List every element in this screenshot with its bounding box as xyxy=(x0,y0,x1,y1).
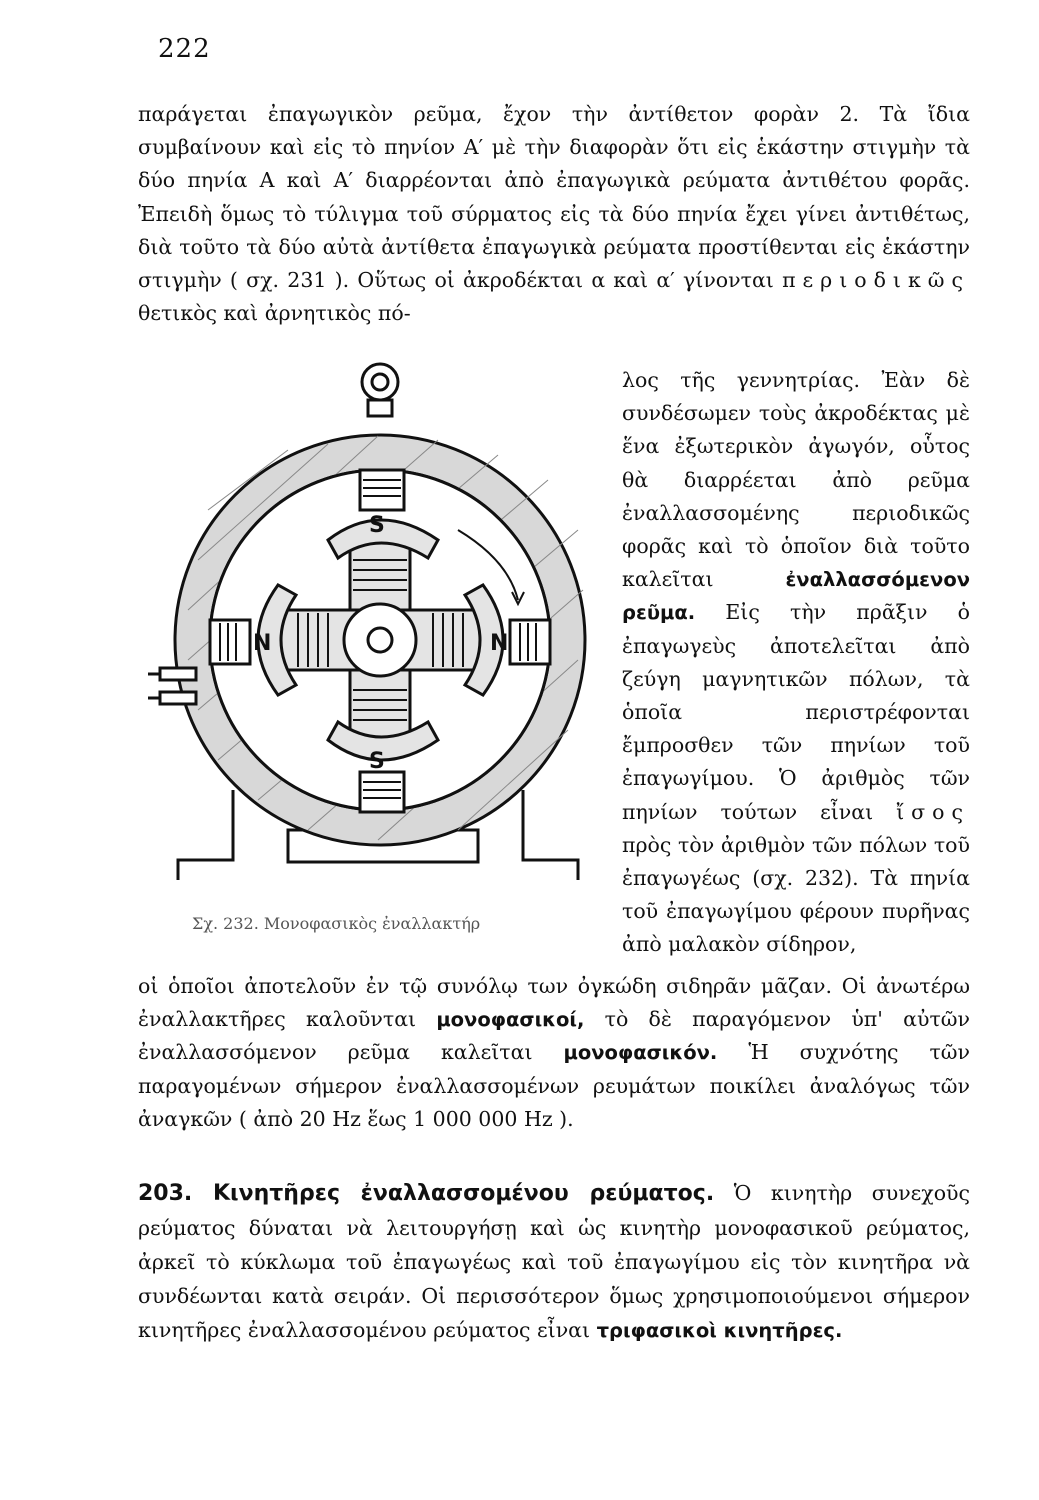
pole-label-top: S xyxy=(369,513,385,538)
page-number: 222 xyxy=(158,34,211,64)
spaced-word: περιοδικῶς xyxy=(782,268,970,293)
pole-label-right: N xyxy=(490,631,509,656)
top-paragraph: παράγεται ἐπαγωγικὸν ρεῦμα, ἔχον τὴν ἀντίθετον φορὰν 2. Τὰ ἴδια συμβαίνουν καὶ εἰς τὸ πηνίον Α′ μὲ τὴν διαφορὰν ὅτι εἰς ἑκάστην στιγμὴν τὰ δύο πηνία Α καὶ Α′ διαρρέονται ἀπὸ ἐπαγωγικὰ ρεύματα ἀντιθέτου φορᾶς. Ἐπειδὴ ὅμως τὸ τύλιγμα τοῦ σύρματος εἰς τὰ δύο πηνία ἔχει γίνει ἀντιθέτως, διὰ τοῦτο τὰ δύο αὐτὰ ἀντίθετα ἐπαγωγικὰ ρεύματα προστίθενται εἰς ἑκάστην στιγμὴν ( σχ. 231 ). Οὕτως οἱ ἀκροδέκται α καὶ α′ γίνονται περιοδικῶς θετικὸς καὶ ἀρνητικὸς πό- xyxy=(138,102,970,326)
pole-label-left: N xyxy=(253,631,272,656)
pole-label-bottom: S xyxy=(369,749,385,774)
bold-term: μονοφασικοί, xyxy=(436,1008,585,1032)
section-203-paragraph: 203. Κινητῆρες ἐναλλασσομένου ρεύματος. Ὁ κινητὴρ συνεχοῦς ρεύματος δύναται νὰ λειτουργήσῃ καὶ ὡς κινητὴρ μονοφασικοῦ ρεύματος, ἀρκεῖ τὸ κύκλωμα τοῦ ἐπαγωγέως καὶ τοῦ ἐπαγωγίμου εἰς τὸν κινητῆρα νὰ συνδέωνται κατὰ σειράν. Οἱ περισσότερον ὅμως χρησιμοποιούμενοι σήμερον κινητῆρες ἐναλλασσομένου ρεύματος εἶναι τριφασικοὶ κινητῆρες. xyxy=(138,1181,970,1342)
alternator-diagram xyxy=(138,360,608,880)
spaced-word: ἴσος xyxy=(896,799,970,824)
alternator-figure xyxy=(138,360,608,933)
bottom-paragraph: οἱ ὁποῖοι ἀποτελοῦν ἐν τῷ συνόλῳ των ὀγκώδη σιδηρᾶν μᾶζαν. Οἱ ἀνωτέρω ἐναλλακτῆρες καλοῦνται μονοφασικοί, τὸ δὲ παραγόμενον ὑπ' αὐτῶν ἐναλλασσόμενον ρεῦμα καλεῖται μονοφασικόν. Ἡ συχνότης τῶν παραγομένων σήμερον ἐναλλασσομένων ρευμάτων ποικίλει ἀναλόγως τῶν ἀναγκῶν ( ἀπὸ 20 Hz ἕως 1 000 000 Hz ). xyxy=(138,974,970,1131)
bold-term: μονοφασικόν. xyxy=(563,1041,718,1065)
side-paragraph: λος τῆς γεννητρίας. Ἐὰν δὲ συνδέσωμεν τοὺς ἀκροδέκτας μὲ ἕνα ἐξωτερικὸν ἀγωγόν, οὗτος θὰ διαρρέεται ἀπὸ ρεῦμα ἐναλλασσομένης περιοδικῶς φορᾶς καὶ τὸ ὁποῖον διὰ τοῦτο καλεῖται ἐναλλασσόμενον ρεῦμα. Εἰς τὴν πρᾶξιν ὁ ἐπαγωγεὺς ἀποτελεῖται ἀπὸ ζεύγη μαγνητικῶν πόλων, τὰ ὁποῖα περιστρέφονται ἔμπροσθεν τῶν πηνίων τοῦ ἐπαγωγίμου. Ὁ ἀριθμὸς τῶν πηνίων τούτων εἶναι ἴσος πρὸς τὸν ἀριθμὸν τῶν πόλων τοῦ ἐπαγωγέως (σχ. 232). Τὰ πηνία τοῦ ἐπαγωγίμου φέρουν πυρῆνας ἀπὸ μαλακὸν σίδηρον, xyxy=(622,368,970,957)
bold-term: ἐναλλασσόμενον ρεῦμα. xyxy=(622,568,970,625)
figure-caption: Σχ. 232. Μονοφασικὸς ἐναλλακτήρ xyxy=(192,914,481,933)
bold-term: τριφασικοὶ κινητῆρες. xyxy=(596,1319,843,1342)
section-heading: 203. Κινητῆρες ἐναλλασσομένου ρεύματος. xyxy=(138,1181,715,1206)
